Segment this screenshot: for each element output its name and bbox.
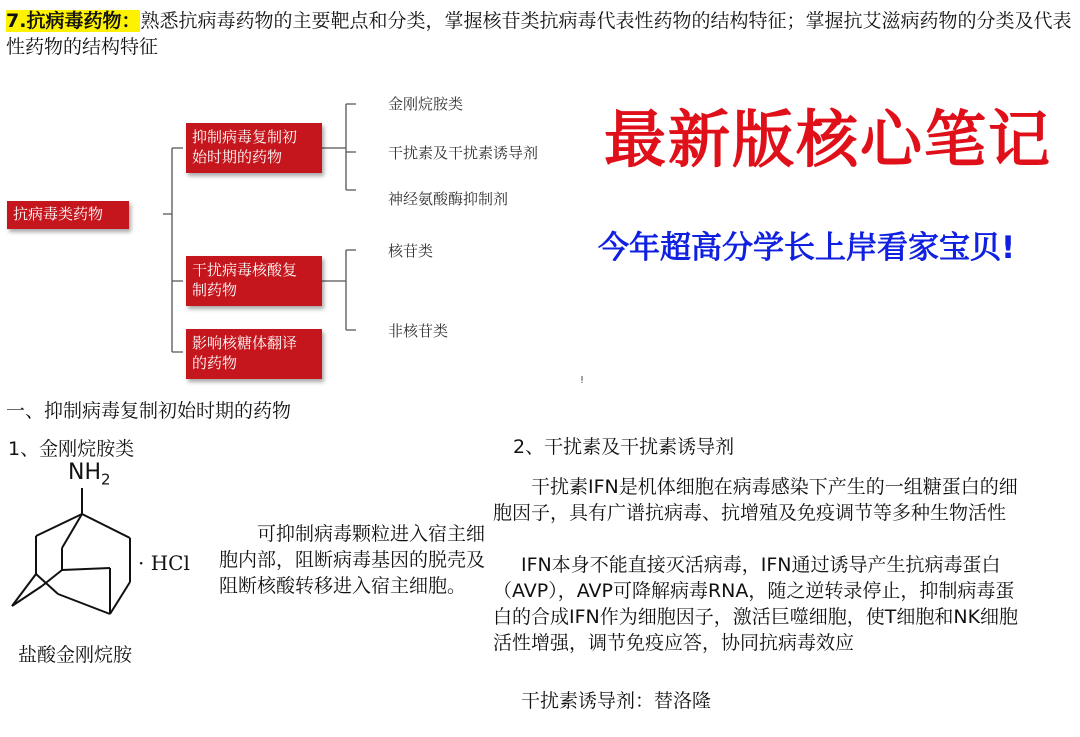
hcl-label: · HCl	[138, 551, 190, 575]
tree-leaf: 金刚烷胺类	[388, 95, 464, 113]
item1-description: 可抑制病毒颗粒进入宿主细胞内部，阻断病毒基因的脱壳及阻断核酸转移进入宿主细胞。	[219, 523, 486, 597]
intro-text: 熟悉抗病毒药物的主要靶点和分类，掌握核苷类抗病毒代表性药物的结构特征；掌握抗艾滋病药物的分类及代表性药物的结构特征	[6, 10, 1072, 58]
tree-root-label: 抗病毒类药物	[13, 205, 104, 223]
item1-heading: 1、金刚烷胺类	[8, 438, 135, 460]
tree-leaf: 核苷类	[388, 242, 434, 260]
section-heading: 一、抑制病毒复制初始时期的药物	[6, 400, 292, 422]
branch-2-line-2: 制药物	[192, 281, 238, 299]
branch-1-line-1: 抑制病毒复制初	[192, 128, 298, 146]
promo-title: 最新版核心笔记	[604, 103, 1053, 176]
item2-paragraph-2: IFN本身不能直接灭活病毒，IFN通过诱导产生抗病毒蛋白（AVP），AVP可降解病毒RNA，随之逆转录停止，抑制病毒蛋白的合成IFN作为细胞因子，激活巨噬细胞，使T细胞和NK细胞活性增强，调节免疫应答，协同抗病毒效应	[493, 554, 1019, 654]
branch-1-line-2: 始时期的药物	[192, 148, 283, 166]
tree-leaf: 干扰素及干扰素诱导剂	[388, 144, 539, 162]
tree-leaf: 神经氨酸酶抑制剂	[388, 190, 509, 208]
nh2-label: $NH_2$	[68, 460, 111, 489]
promo-subtitle: 今年超高分学长上岸看家宝贝!	[598, 230, 1016, 266]
adamantane-structure	[0, 488, 150, 628]
intro-label: 7.抗病毒药物：	[6, 10, 141, 32]
item2-heading: 2、干扰素及干扰素诱导剂	[513, 436, 735, 458]
item2-paragraph-1: 干扰素IFN是机体细胞在病毒感染下产生的一组糖蛋白的细胞因子，具有广谱抗病毒、抗增殖及免疫调节等多种生物活性	[493, 476, 1018, 524]
tree-branch-3	[186, 329, 322, 379]
branch-3-line-1: 影响核糖体翻译	[192, 334, 298, 352]
compound-caption: 盐酸金刚烷胺	[18, 644, 133, 666]
branch-3-line-2: 的药物	[192, 354, 238, 372]
stray-mark: !	[580, 375, 585, 386]
tree-root	[7, 201, 129, 229]
tree-branch-2	[186, 256, 322, 306]
tree-leaf: 非核苷类	[388, 322, 449, 340]
tree-branch-1	[186, 123, 322, 173]
item2-paragraph-3: 干扰素诱导剂：替洛隆	[521, 690, 712, 712]
branch-2-line-1: 干扰病毒核酸复	[192, 261, 298, 279]
